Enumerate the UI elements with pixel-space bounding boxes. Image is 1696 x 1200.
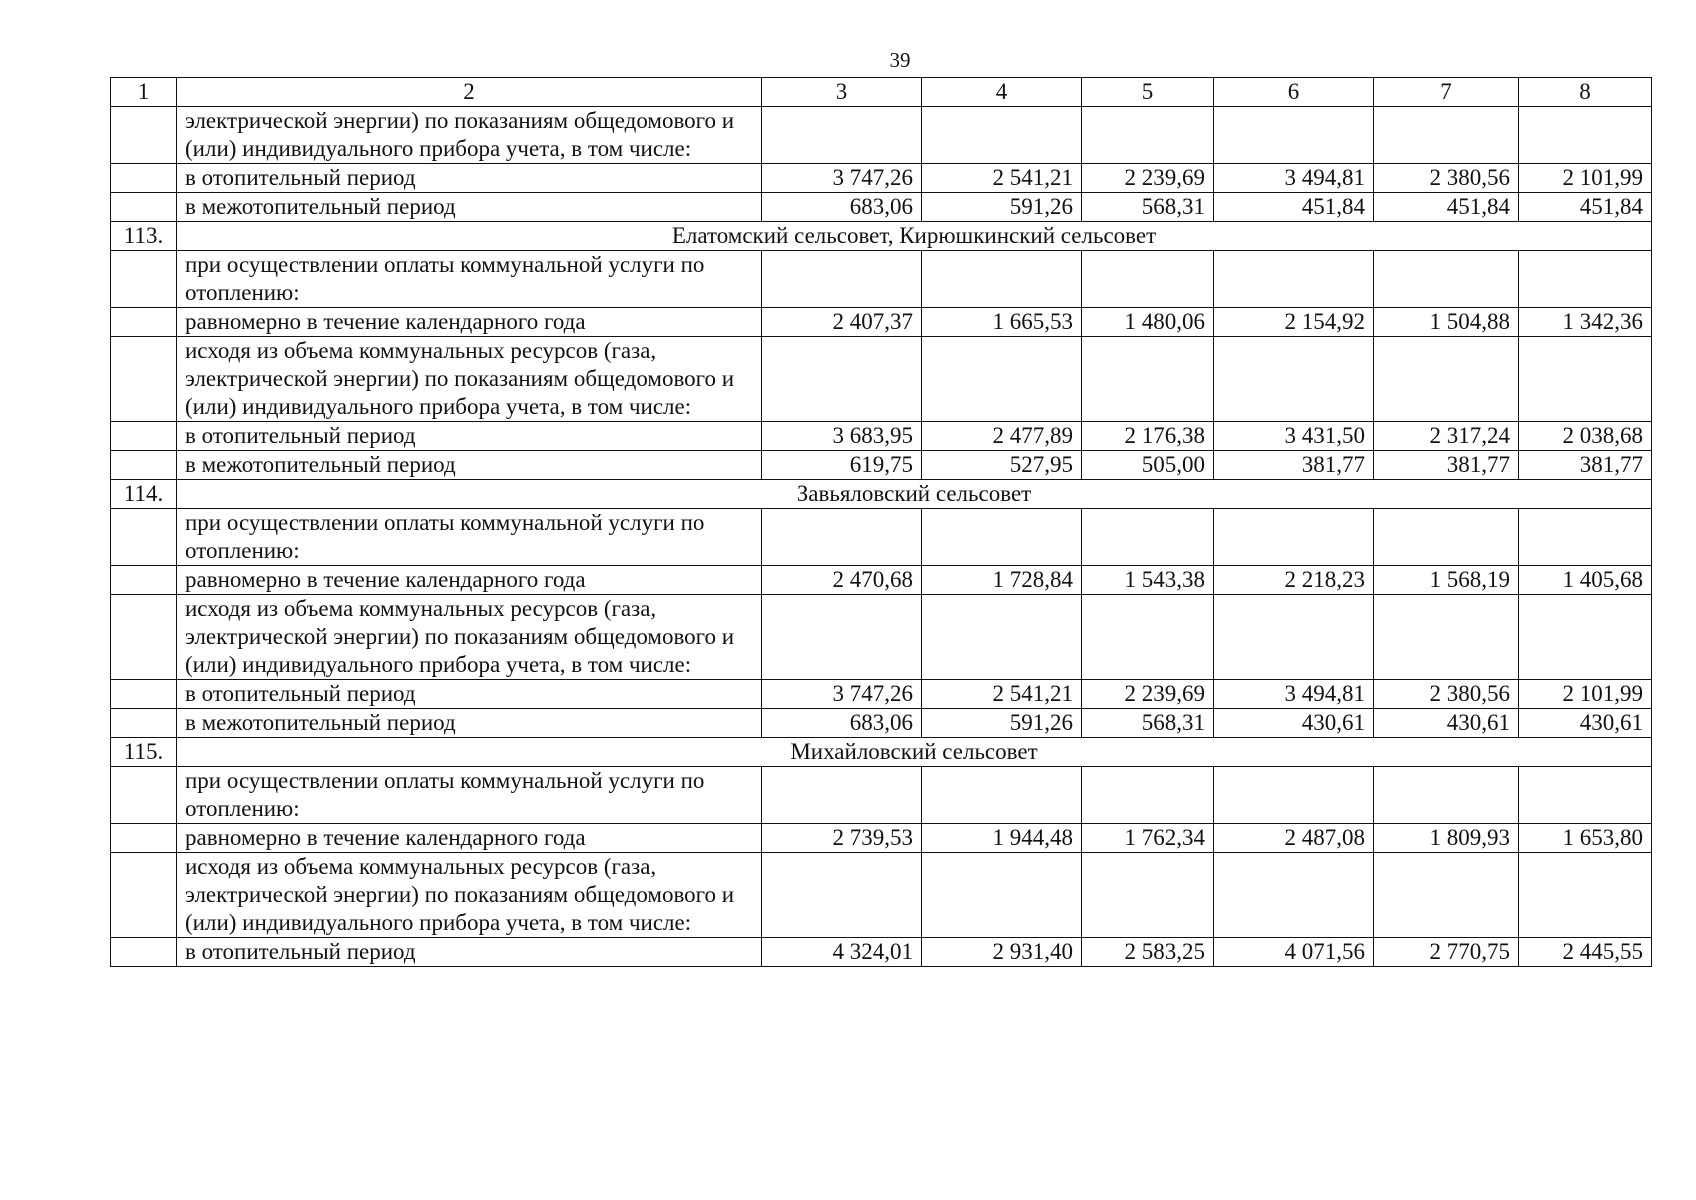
value-cell — [922, 107, 1082, 164]
value-cell: 4 324,01 — [762, 938, 922, 967]
header-cell: 2 — [177, 78, 762, 107]
value-cell: 568,31 — [1082, 709, 1214, 738]
value-cell: 2 445,55 — [1519, 938, 1652, 967]
value-cell: 451,84 — [1519, 193, 1652, 222]
row-number-cell — [111, 164, 177, 193]
table-row — [111, 709, 1652, 738]
value-cell: 2 541,21 — [922, 164, 1082, 193]
table-row — [111, 566, 1652, 595]
value-cell: 1 543,38 — [1082, 566, 1214, 595]
value-cell: 3 747,26 — [762, 164, 922, 193]
value-cell: 430,61 — [1214, 709, 1374, 738]
section-number: 114. — [111, 480, 177, 509]
section-title: Елатомский сельсовет, Кирюшкинский сельсовет — [177, 222, 1652, 251]
row-number-cell — [111, 680, 177, 709]
row-number-cell — [111, 251, 177, 308]
value-cell: 3 494,81 — [1214, 164, 1374, 193]
value-cell — [762, 251, 922, 308]
row-description: при осуществлении оплаты коммунальной услуги по отоплению: — [177, 767, 762, 824]
value-cell: 568,31 — [1082, 193, 1214, 222]
value-cell — [922, 595, 1082, 680]
section-number: 115. — [111, 738, 177, 767]
value-cell — [922, 767, 1082, 824]
value-cell — [762, 853, 922, 938]
row-number-cell — [111, 193, 177, 222]
row-number-cell — [111, 308, 177, 337]
value-cell — [922, 337, 1082, 422]
table-row — [111, 422, 1652, 451]
value-cell: 2 583,25 — [1082, 938, 1214, 967]
value-cell: 2 477,89 — [922, 422, 1082, 451]
row-number-cell — [111, 509, 177, 566]
value-cell: 1 480,06 — [1082, 308, 1214, 337]
value-cell: 2 770,75 — [1374, 938, 1519, 967]
value-cell — [1519, 337, 1652, 422]
table-row — [111, 193, 1652, 222]
value-cell — [922, 509, 1082, 566]
row-description: в отопительный период — [177, 680, 762, 709]
row-description: в межотопительный период — [177, 709, 762, 738]
value-cell: 2 101,99 — [1519, 680, 1652, 709]
value-cell: 2 470,68 — [762, 566, 922, 595]
value-cell — [1374, 767, 1519, 824]
row-description: равномерно в течение календарного года — [177, 308, 762, 337]
section-row — [111, 738, 1652, 767]
row-number-cell — [111, 853, 177, 938]
row-description: в отопительный период — [177, 938, 762, 967]
value-cell — [1519, 509, 1652, 566]
value-cell: 381,77 — [1374, 451, 1519, 480]
table-row — [111, 767, 1652, 824]
value-cell — [1214, 251, 1374, 308]
value-cell: 1 728,84 — [922, 566, 1082, 595]
value-cell — [922, 251, 1082, 308]
row-number-cell — [111, 422, 177, 451]
table-row — [111, 595, 1652, 680]
value-cell: 1 665,53 — [922, 308, 1082, 337]
table-row — [111, 509, 1652, 566]
value-cell — [1374, 107, 1519, 164]
value-cell: 527,95 — [922, 451, 1082, 480]
value-cell — [1374, 595, 1519, 680]
row-description: в межотопительный период — [177, 451, 762, 480]
row-number-cell — [111, 451, 177, 480]
row-number-cell — [111, 824, 177, 853]
row-number-cell — [111, 709, 177, 738]
table-row — [111, 938, 1652, 967]
value-cell: 591,26 — [922, 193, 1082, 222]
value-cell — [1082, 107, 1214, 164]
value-cell: 2 154,92 — [1214, 308, 1374, 337]
value-cell — [1082, 509, 1214, 566]
value-cell: 591,26 — [922, 709, 1082, 738]
value-cell: 3 494,81 — [1214, 680, 1374, 709]
section-row — [111, 222, 1652, 251]
value-cell: 381,77 — [1214, 451, 1374, 480]
value-cell — [1214, 337, 1374, 422]
value-cell — [1374, 509, 1519, 566]
table-row — [111, 251, 1652, 308]
row-description: при осуществлении оплаты коммунальной услуги по отоплению: — [177, 251, 762, 308]
value-cell — [762, 337, 922, 422]
value-cell: 1 504,88 — [1374, 308, 1519, 337]
value-cell: 2 380,56 — [1374, 680, 1519, 709]
value-cell — [1082, 251, 1214, 308]
value-cell: 2 317,24 — [1374, 422, 1519, 451]
table-row — [111, 451, 1652, 480]
value-cell — [1519, 595, 1652, 680]
value-cell: 2 101,99 — [1519, 164, 1652, 193]
row-description: исходя из объема коммунальных ресурсов (газа, электрической энергии) по показаниям общедомового и (или) индивидуального прибора учета, в том числе: — [177, 853, 762, 938]
row-number-cell — [111, 767, 177, 824]
header-cell: 7 — [1374, 78, 1519, 107]
value-cell — [762, 107, 922, 164]
table-row — [111, 824, 1652, 853]
page-number: 39 — [889, 48, 911, 72]
value-cell: 1 944,48 — [922, 824, 1082, 853]
row-description: равномерно в течение календарного года — [177, 824, 762, 853]
row-description: электрической энергии) по показаниям общедомового и (или) индивидуального прибора учета, в том числе: — [177, 107, 762, 164]
value-cell — [1214, 853, 1374, 938]
header-cell: 5 — [1082, 78, 1214, 107]
value-cell: 1 762,34 — [1082, 824, 1214, 853]
value-cell: 2 218,23 — [1214, 566, 1374, 595]
value-cell: 1 568,19 — [1374, 566, 1519, 595]
row-number-cell — [111, 107, 177, 164]
value-cell — [1214, 509, 1374, 566]
header-cell: 4 — [922, 78, 1082, 107]
row-number-cell — [111, 566, 177, 595]
value-cell — [762, 595, 922, 680]
value-cell: 451,84 — [1374, 193, 1519, 222]
value-cell — [1214, 107, 1374, 164]
value-cell — [1082, 767, 1214, 824]
value-cell — [762, 767, 922, 824]
section-row — [111, 480, 1652, 509]
header-cell: 8 — [1519, 78, 1652, 107]
row-number-cell — [111, 938, 177, 967]
value-cell: 1 342,36 — [1519, 308, 1652, 337]
tariff-table — [110, 77, 1652, 967]
value-cell — [1374, 251, 1519, 308]
value-cell: 683,06 — [762, 193, 922, 222]
row-description: исходя из объема коммунальных ресурсов (газа, электрической энергии) по показаниям общедомового и (или) индивидуального прибора учета, в том числе: — [177, 337, 762, 422]
value-cell — [762, 509, 922, 566]
table-row — [111, 853, 1652, 938]
header-cell: 3 — [762, 78, 922, 107]
value-cell: 2 739,53 — [762, 824, 922, 853]
value-cell: 1 653,80 — [1519, 824, 1652, 853]
section-number: 113. — [111, 222, 177, 251]
value-cell — [1082, 337, 1214, 422]
table-row — [111, 107, 1652, 164]
row-number-cell — [111, 595, 177, 680]
value-cell: 2 487,08 — [1214, 824, 1374, 853]
value-cell — [1214, 595, 1374, 680]
value-cell: 1 809,93 — [1374, 824, 1519, 853]
value-cell: 683,06 — [762, 709, 922, 738]
table-row — [111, 680, 1652, 709]
value-cell: 2 239,69 — [1082, 680, 1214, 709]
header-cell: 1 — [111, 78, 177, 107]
value-cell: 451,84 — [1214, 193, 1374, 222]
value-cell — [1214, 767, 1374, 824]
row-description: в межотопительный период — [177, 193, 762, 222]
value-cell: 505,00 — [1082, 451, 1214, 480]
table-row — [111, 308, 1652, 337]
header-row — [111, 78, 1652, 107]
row-description: в отопительный период — [177, 164, 762, 193]
value-cell — [1519, 853, 1652, 938]
section-title: Михайловский сельсовет — [177, 738, 1652, 767]
value-cell: 3 747,26 — [762, 680, 922, 709]
value-cell: 381,77 — [1519, 451, 1652, 480]
table-row — [111, 164, 1652, 193]
value-cell: 4 071,56 — [1214, 938, 1374, 967]
value-cell — [922, 853, 1082, 938]
value-cell — [1082, 853, 1214, 938]
value-cell — [1519, 107, 1652, 164]
value-cell: 2 380,56 — [1374, 164, 1519, 193]
row-description: исходя из объема коммунальных ресурсов (газа, электрической энергии) по показаниям общедомового и (или) индивидуального прибора учета, в том числе: — [177, 595, 762, 680]
value-cell — [1519, 767, 1652, 824]
table-row — [111, 337, 1652, 422]
value-cell: 3 683,95 — [762, 422, 922, 451]
row-number-cell — [111, 337, 177, 422]
table-body — [111, 78, 1652, 967]
value-cell: 619,75 — [762, 451, 922, 480]
value-cell: 2 407,37 — [762, 308, 922, 337]
value-cell — [1082, 595, 1214, 680]
value-cell — [1519, 251, 1652, 308]
value-cell: 430,61 — [1519, 709, 1652, 738]
section-title: Завьяловский сельсовет — [177, 480, 1652, 509]
value-cell: 2 038,68 — [1519, 422, 1652, 451]
value-cell: 2 176,38 — [1082, 422, 1214, 451]
row-description: в отопительный период — [177, 422, 762, 451]
value-cell: 2 239,69 — [1082, 164, 1214, 193]
value-cell: 2 931,40 — [922, 938, 1082, 967]
value-cell: 1 405,68 — [1519, 566, 1652, 595]
row-description: равномерно в течение календарного года — [177, 566, 762, 595]
value-cell: 2 541,21 — [922, 680, 1082, 709]
row-description: при осуществлении оплаты коммунальной услуги по отоплению: — [177, 509, 762, 566]
value-cell — [1374, 853, 1519, 938]
value-cell: 3 431,50 — [1214, 422, 1374, 451]
value-cell: 430,61 — [1374, 709, 1519, 738]
value-cell — [1374, 337, 1519, 422]
header-cell: 6 — [1214, 78, 1374, 107]
